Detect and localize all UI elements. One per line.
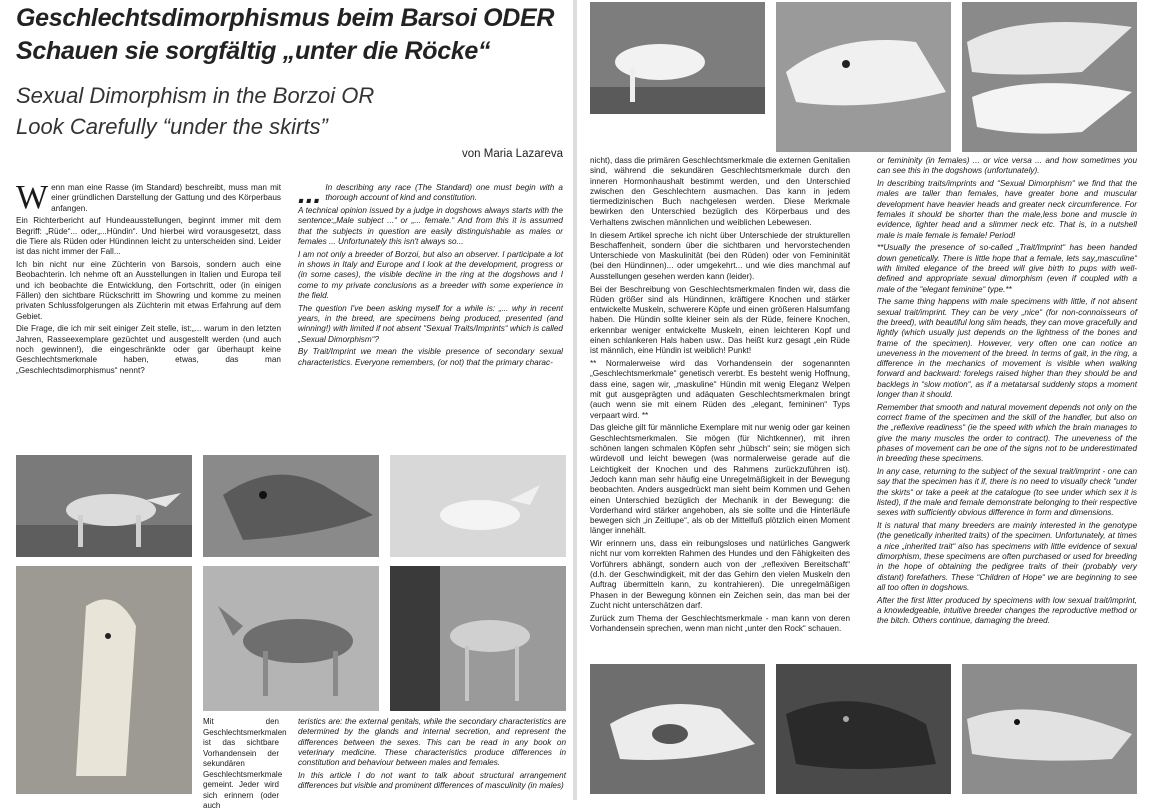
paragraph: **Usually the presence of so-called „Trait/Imprint“ has been handed down genetically. There is little hope that a female, lets say„masculine“ with limited elegance of the breed will give birth to pups with well-defined and appropriate sexual dimorphism (even if coupled with a male of the “elegant feminine“ type.** xyxy=(877,243,1137,294)
left-page xyxy=(0,0,573,810)
dog-head-closeup-photo xyxy=(776,2,951,152)
drop-cap: W xyxy=(16,179,49,216)
subtitle-line-2: Look Carefully “under the skirts” xyxy=(16,114,328,139)
article-subtitle xyxy=(16,80,566,142)
author-byline: von Maria Lazareva xyxy=(462,148,563,160)
title-line-1: Geschlechtsdimorphismus beim Barsoi ODER xyxy=(16,4,555,32)
article-title xyxy=(16,2,566,68)
dog-two-heads-photo xyxy=(962,2,1137,152)
paragraph: By Trait/Imprint we mean the visible presence of secondary sexual characteristics. Everyone remembers, (or not) that the primary charac- xyxy=(298,347,563,367)
paragraph: ** Normalerweise wird das Vorhandensein der sogenannten „Geschlechtsmerkmale“ genetisch vererbt. Es besteht wenig Hoffnung, dass eine, sagen wir, „maskuline“ Hündin mit wenig Eleganz Welpen mit gut ausgeprägten und adäquaten Geschlechtsmerkmalen bringt (auch wenn sie mit einem Rüden des „elegant, femininen“ Typs verpaart wird. ** xyxy=(590,359,850,420)
dog-brindle-photo xyxy=(203,566,379,711)
paragraph: A technical opinion issued by a judge in dogshows always starts with the sentence:„Male subject ...“ or „... female.“ And from this it is assumed that the subjects in question are easily distinguishable as males or females ... Unfortunately this isn't always so... xyxy=(298,206,563,246)
paragraph: In any case, returning to the subject of the sexual trait/imprint - one can say that the specimen has it if, there is no need to visually check “under the skirts“ or take a peek at the catalogue (to see under which sex it is listed), if the male and female demonstrate belonging to their respective sexes with sufficiently obvious difference in form and dimensions. xyxy=(877,467,1137,518)
paragraph: Die Frage, die ich mir seit einiger Zeit stelle, ist:„... warum in den letzten Jahren, Rasseexemplare gezüchtet und ausgestellt werden (und auch noch gewinnen!), die eingeschränkte oder gar überhaupt keine Geschlechtsmerkmale haben, etwas, das man „Geschlechtsdimorphismus“ nennt? xyxy=(16,324,281,375)
dog-standing-photo xyxy=(16,455,192,557)
paragraph: In describing traits/imprints and “Sexual Dimorphism“ we find that the males are taller than females, have greater bone and muscular development have heavier heads and greater neck circumference. For females it should be shorter than the male,less bone and muscle in evidence, lighter head and a slimmer neck etc. That is, in a nutshell male is male female is female! Period! xyxy=(877,179,1137,240)
right-page xyxy=(577,0,1150,800)
german-column-right xyxy=(590,156,850,634)
paragraph: In diesem Artikel spreche ich nicht über Unterschiede der strukturellen Beschaffenheit, sondern über die sichtbaren und hervorstechenden Unterschiede von Maskulinität (bei den Rüden) oder von Femininität (bei den Hündinnen)... oder umgekehrt... und wie dies manchmal auf Ausstellungen gesehen werden kann (leider). xyxy=(590,230,850,281)
ellipsis-mark: ... xyxy=(298,178,322,209)
paragraph: Ein Richterbericht auf Hundeausstellungen, beginnt immer mit dem Begriff: „Rüde“... oder„...Hündin“. Und hierbei wird vorausgesetzt, dass die Tiere als Rüden oder Hündinnen leicht zu unterscheiden sind. Leider ist das nicht immer der Fall... xyxy=(16,216,281,257)
paragraph: I am not only a breeder of Borzoi, but also an observer. I participate a lot in shows in Italy and Europe and I look at the development, progress or (in some cases), the visible decline in the ring at the dogshows and I come to my private conclusions as a breeder with some experience in the field. xyxy=(298,249,563,300)
dog-spotted-head-photo xyxy=(590,664,765,794)
paragraph: After the first litter produced by specimens with low sexual trait/imprint, a knowledgeable, intuitive breeder changes the reproductive method or the bitch. Others continue, damaging the breed. xyxy=(877,595,1137,626)
paragraph: Wir erinnern uns, dass ein reibungsloses und natürliches Gangwerk nicht nur vom korrekten Rahmen des Hundes und den Fähigkeiten des Vorführers abhängt, sondern auch von der „reflexiven Bereitschaft“ (d.h. der Geschwindigkeit, mit der das Gehirn den vielen Muskeln den Auftrag übermitteln kann, zu kontrahieren). Die unregelmäßigen Phasen in der Bewegung können ein Zeichen sein, das man bei der Zucht nicht unterschätzen darf. xyxy=(590,539,850,610)
paragraph: Bei der Beschreibung von Geschlechtsmerkmalen finden wir, dass die Rüden größer sind als Hündinnen, kräftigere Knochen und stärker entwickelte Muskeln, schwerere Köpfe und einen größeren Halsumfang haben. Die Hündin sollte kleiner sein als der Rüde, feinere Knochen, erkennbar weniger entwickelte Muskeln, einen leichteren Kopf und einen schlankeren Hals haben usw.. Das heißt kurz gesagt „ein Rüde ist männlich, eine Hündin ist weiblich! Punkt! xyxy=(590,284,850,356)
dog-head-photo xyxy=(203,455,379,557)
dog-portrait-photo xyxy=(16,566,192,794)
dog-dark-head-photo xyxy=(776,664,951,794)
dog-outdoor-photo xyxy=(390,455,566,557)
photo-caption-german: Mit den Geschlechtsmerkmalen ist das sichtbare Vorhandensein der sekundären Geschlechtsmerkmale gemeint. Jeder wird sich erinnern (oder auch xyxy=(203,717,287,810)
title-line-2: Schauen sie sorgfältig „unter die Röcke“ xyxy=(16,37,491,65)
photo-caption-english: teristics are: the external genitals, while the secondary characteristics are determined by the glands and internal secretion, and represent the differences between the sexes. This can be read in any book on veterinary medicine. These characteristics produce differences in constitution and behaviour between males and females. In this article I do not want to talk about structural arrangement differences but visible and prominent differences of masculinity (in males) xyxy=(298,717,566,791)
paragraph: It is natural that many breeders are mainly interested in the genotype (the genetically inherited traits) of the specimen. Unfortunately, at times a nice „inherited trait“ also has specimens with little evidence of sexual dimorphism, these specimens are often purchased or used for breeding in the hope of obtaining the pedigree traits of their (probably very distant) forefathers. These “Children of Hope“ we are beginning to see all too often in dogshows. xyxy=(877,521,1137,592)
paragraph: The question I've been asking myself for a while is: „... why in recent years, in the breed, are specimens being produced, presented (and winning!) with limited if not absent “Sexual Traits/Imprints“ which is called „Sexual Dimorphism“? xyxy=(298,303,563,344)
subtitle-line-1: Sexual Dimorphism in the Borzoi OR xyxy=(16,83,375,108)
german-column-left: Wenn man eine Rasse (im Standard) beschreibt, muss man mit einer gründlichen Darstellung der Gattung und des Körperbaus anfangen. Ein Richterbericht auf Hundeausstellungen, beginnt immer mit dem Begriff: „Rüde“... oder„...Hündin“. Und hierbei wird vorausgesetzt, dass die Tiere als Rüden oder Hündinnen leicht zu unterscheiden sind. Leider ist das nicht immer der Fall... Ich bin nicht nur eine Züchterin von Barsois, sondern auch eine Beobachterin. Ich nehme oft an Ausstellungen in Italien und Europa teil und ich beobachte die Entwicklung, den Fortschritt, oder (in einigen Fällen) den sichtbare Rückschritt im Showring und komme zu meinen privaten Schlussfolgerungen als Züchterin mit etwas Erfahrung auf dem Gebiet. Die Frage, die ich mir seit einiger Zeit stelle, ist:„... warum in den letzten Jahren, Rasseexemplare gezüchtet und ausgestellt werden (und auch noch gewinnen!), die eingeschränkte oder gar überhaupt keine Geschlechtsmerkmale haben, etwas, das man „Geschlechtsdimorphismus“ nennt? xyxy=(16,179,281,375)
dog-white-photo xyxy=(590,2,765,114)
english-column-right xyxy=(877,156,1137,658)
paragraph: Remember that smooth and natural movement depends not only on the correct frame of the specimen and the skill of the handler, but also on the „reflexive readiness“ (ie the speed with which the brain manages to give the many muscles the order to contract). The uneveness of the phases of movement can be one of the signs not to be underestimated in breeding these specimens. xyxy=(877,402,1137,464)
paragraph: nicht), dass die primären Geschlechtsmerkmale die externen Genitalien sind, während die sekundären Geschlechtsmerkmale durch den inneren Hormonhaushalt bestimmt werden, und den Unterschied zwischen den Geschlechtern ausmachen. Das kann in jedem tiermedizinischen Buch nachgelesen werden. Diese Merkmale bewirken den Unterschied bezüglich des Körperbaus und des Verhaltens zwischen männlichen und weiblichen Lebewesen. xyxy=(590,156,850,227)
paragraph: Ich bin nicht nur eine Züchterin von Barsois, sondern auch eine Beobachterin. Ich nehme oft an Ausstellungen in Italien und Europa teil und ich beobachte die Entwicklung, den Fortschritt, oder (in einigen Fällen) den sichtbare Rückschritt im Showring und komme zu meinen privaten Schlussfolgerungen als Züchterin mit etwas Erfahrung auf dem Gebiet. xyxy=(16,260,281,321)
paragraph: Das gleiche gilt für männliche Exemplare mit nur wenig oder gar keinen Geschlechtsmerkmalen. Sie mögen (für Nichtkenner), mit ihren schönen langen schmalen Köpfen sehr „hübsch“ sein; sie mögen sich würdevoll und leicht bewegen (was normalerweise gerade auf die Leichtigkeit der Knochen und des Rahmens zurückzuführen ist). Jedoch kann man sehr häufig eine Unregelmäßigkeit in der Bewegung beobachten. Anders ausgedrückt man sieht beim Kommen und Gehen einen Unterschied bezüglich der Mechanik in der Bewegung: die Vorderhand wird stärker angehoben, als sie sollte und die Hinterläufe bewegen sich „in Zeitlupe“, als ob der Mittelfuß plötzlich einen Moment länger innehält. xyxy=(590,423,850,536)
paragraph: Zurück zum Thema der Geschlechtsmerkmale - man kann von deren Vorhandensein sprechen, wenn man nicht „unter den Rock“ schauen. xyxy=(590,613,850,634)
english-column-left: ... In describing any race (The Standard) one must begin with a thorough account of kind and constitution. A technical opinion issued by a judge in dogshows always starts with the sentence:„Male subject ...“ or „... female.“ And from this it is assumed that the subjects in question are easily distinguishable as males or females ... Unfortunately this isn't always so... I am not only a breeder of Borzoi, but also an observer. I participate a lot in shows in Italy and Europe and I look at the development, progress or (in some cases), the visible decline in the ring at the dogshows and I come to my private conclusions as a breeder with some experience in the field. The question I've been asking myself for a while is: „... why in recent years, in the breed, are specimens being produced, presented (and winning!) with limited if not absent “Sexual Traits/Imprints“ which is called „Sexual Dimorphism“? By Trait/Imprint we mean the visible presence of secondary sexual characteristics. Everyone remembers, (or not) that the primary charac- xyxy=(298,178,563,367)
paragraph: The same thing happens with male specimens with little, if not absent sexual trait/imprint. They can be very „nice“ (for non-connoisseurs of the breed), with beautiful long slim heads, they can move gracefully and lightly (which usually just depends on the lightness of the bones and frame of the specimen). However, very often one can notice an uneveness in the movement of the breed. In terms of gait, in the ring, a difference in the mechanics of movement is visible when walking forward and backward: forelegs raised higher than they should be and backlegs in “slow motion“, as if a metatarsal suddenly stops a moment longer than it should. xyxy=(877,297,1137,400)
dog-profile-photo xyxy=(962,664,1137,794)
dog-show-photo xyxy=(390,566,566,711)
paragraph: or femininity (in females) ... or vice versa ... and how sometimes you can see this in the dogshows (unfortunately). xyxy=(877,156,1137,176)
